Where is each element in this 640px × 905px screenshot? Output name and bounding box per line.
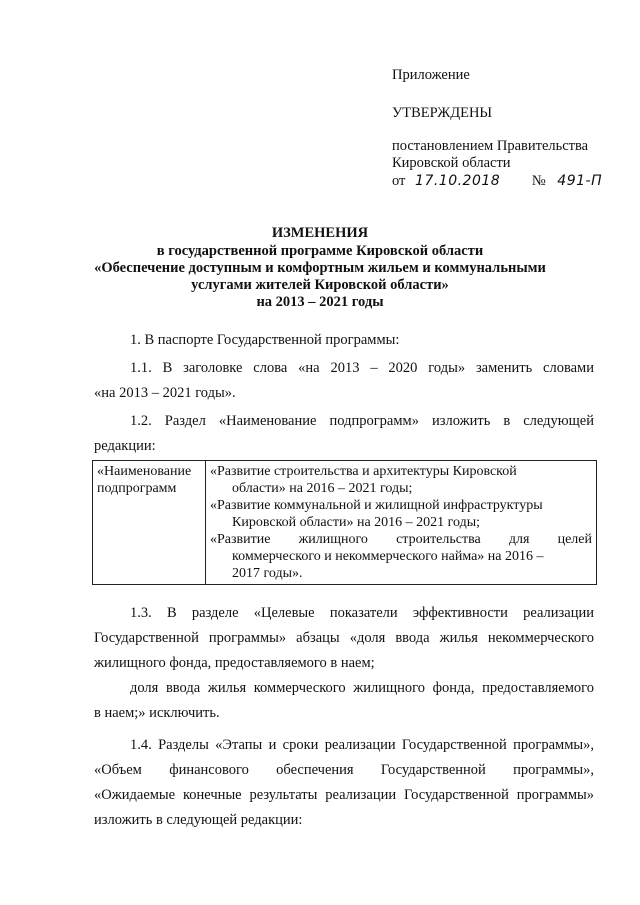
decree-date-line <box>392 173 602 190</box>
paragraph-1-1 <box>94 356 594 406</box>
appendix-label: Приложение <box>392 67 470 83</box>
paragraph-1-2-line-1: 1.2. Раздел «Наименование подпрограмм» изложить в следующей <box>130 413 594 429</box>
paragraph-1-4-line-3: «Ожидаемые конечные результаты реализации Государственной программы» <box>94 787 594 803</box>
paragraph-1-4-line-2: «Объем финансового обеспечения Государственной программы», <box>94 762 594 778</box>
table-cell-line: коммерческого и некоммерческого найма» на 2016 – <box>232 549 544 564</box>
subprograms-table <box>92 460 597 585</box>
table-cell-line: области» на 2016 – 2021 годы; <box>232 481 413 496</box>
title-line-5: на 2013 – 2021 годы <box>256 294 384 310</box>
table-cell-name <box>93 461 206 585</box>
paragraph-1-2 <box>94 409 594 459</box>
paragraph-1-text: 1. В паспорте Государственной программы: <box>130 332 400 348</box>
paragraph-1-3-line-5: в наем;» исключить. <box>94 705 220 721</box>
approved-label: УТВЕРЖДЕНЫ <box>392 105 493 121</box>
handwritten-date: 17.10.2018 <box>415 173 501 189</box>
title-line-2: в государственной программе Кировской области <box>156 243 484 259</box>
paragraph-1-3-line-2: Государственной программы» абзацы «доля ввода жилья некоммерческого <box>94 630 594 646</box>
table-cell-line: 2017 годы». <box>232 566 303 581</box>
table-row <box>93 461 597 585</box>
decree-line-2: Кировской области <box>392 155 511 171</box>
paragraph-1-1-line-1: 1.1. В заголовке слова «на 2013 – 2020 годы» заменить словами <box>130 360 594 376</box>
table-cell-line: Кировской области» на 2016 – 2021 годы; <box>232 515 481 530</box>
paragraph-1-3-line-3: жилищного фонда, предоставляемого в наем; <box>94 655 375 671</box>
paragraph-1-1-line-2: «на 2013 – 2021 годы». <box>94 385 236 401</box>
handwritten-number: 491-П <box>557 173 603 189</box>
table-cell-line: «Наименование <box>97 464 192 479</box>
title-line-3: «Обеспечение доступным и комфортным жильем и коммунальными <box>94 260 546 276</box>
table-cell-line: «Развитие жилищного строительства для целей <box>210 532 592 547</box>
paragraph-1-2-line-2: редакции: <box>94 438 156 454</box>
paragraph-1-3-line-4: доля ввода жилья коммерческого жилищного фонда, предоставляемого <box>130 680 594 696</box>
paragraph-1-3 <box>94 601 594 726</box>
table-cell-line: «Развитие коммунальной и жилищной инфраструктуры <box>210 498 543 513</box>
table-cell-line: «Развитие строительства и архитектуры Кировской <box>210 464 517 479</box>
decree-line-1: постановлением Правительства <box>392 138 589 154</box>
paragraph-1-4-line-4: изложить в следующей редакции: <box>94 812 303 828</box>
document-heading: ИЗМЕНЕНИЯ <box>271 225 369 241</box>
paragraph-1-4 <box>94 733 594 833</box>
table-cell-line: подпрограмм <box>97 481 177 496</box>
paragraph-1-3-line-1: 1.3. В разделе «Целевые показатели эффективности реализации <box>130 605 594 621</box>
paragraph-1-4-line-1: 1.4. Разделы «Этапы и сроки реализации Государственной программы», <box>130 737 594 753</box>
from-label: от <box>392 173 406 189</box>
number-sign: № <box>531 173 546 189</box>
title-line-4: услугами жителей Кировской области» <box>191 277 449 293</box>
table-cell-value <box>206 461 597 585</box>
paragraph-1 <box>94 328 594 353</box>
